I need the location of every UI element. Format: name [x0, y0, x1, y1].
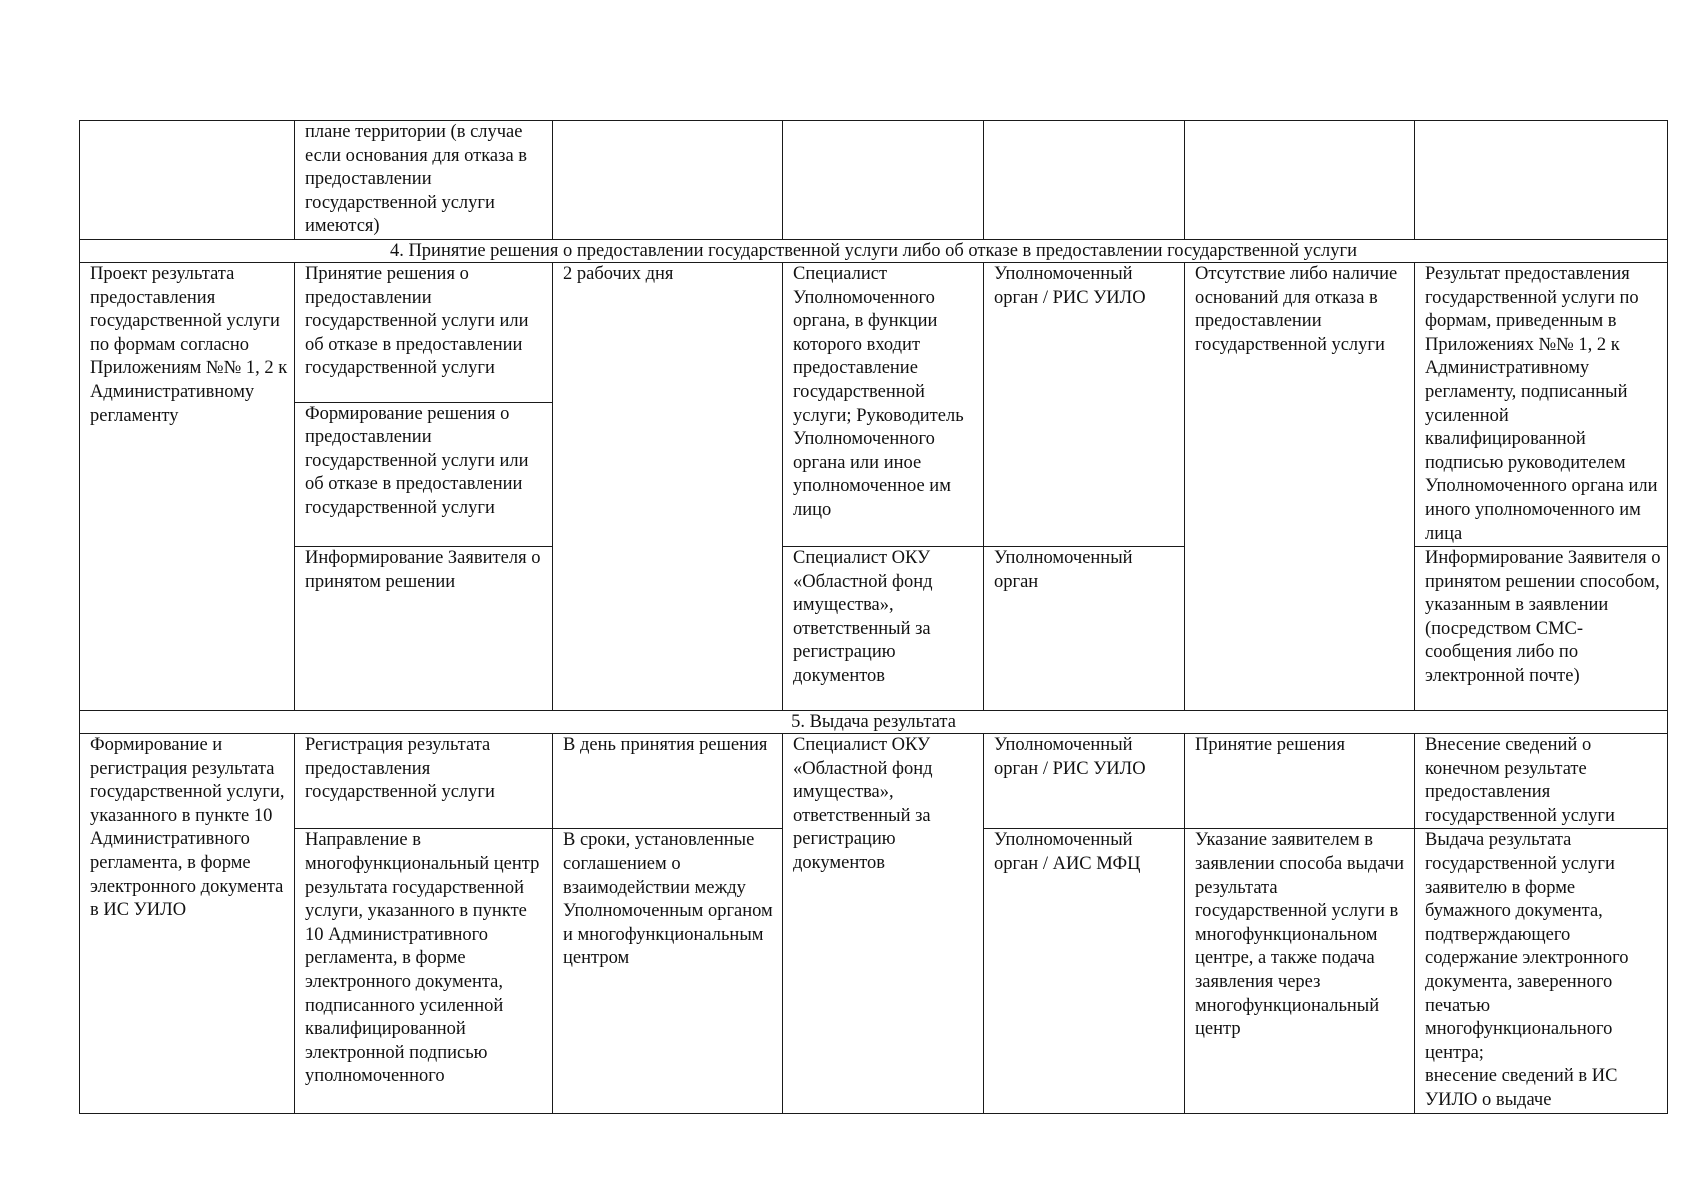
result-cell: Внесение сведений о конечном результате предоставления государственной услуги: [1415, 734, 1668, 829]
action-cell: Направление в многофункциональный центр результата государственной услуги, указанного в пункте 10 Административного регламента, в форме электронного документа, подписанного усиленной квалифицированной электронной подписью уполномоченного: [295, 829, 553, 1113]
term-cell: 2 рабочих дня: [553, 262, 783, 710]
table-cell: [984, 121, 1185, 240]
table-cell: [553, 121, 783, 240]
table-row: [80, 262, 1668, 402]
action-cell: Информирование Заявителя о принятом решении: [295, 547, 553, 711]
table-row: [80, 734, 1668, 829]
section-4-title: 4. Принятие решения о предоставлении государственной услуги либо об отказе в предоставлении государственной услуги: [80, 239, 1668, 262]
official-cell: Специалист Уполномоченного органа, в функции которого входит предоставление государственной услуги; Руководитель Уполномоченного органа или иное уполномоченное им лицо: [783, 262, 984, 546]
term-cell: В день принятия решения: [553, 734, 783, 829]
table-cell: [1415, 121, 1668, 240]
term-cell: В сроки, установленные соглашением о взаимодействии между Уполномоченным органом и многофункциональным центром: [553, 829, 783, 1113]
action-cell: Регистрация результата предоставления государственной услуги: [295, 734, 553, 829]
criteria-cell: Принятие решения: [1185, 734, 1415, 829]
result-cell: Информирование Заявителя о принятом решении способом, указанным в заявлении (посредством СМС-сообщения либо по электронной почте): [1415, 547, 1668, 711]
section-header-row: [80, 239, 1668, 262]
table-cell: плане территории (в случае если основания для отказа в предоставлении государственной услуги имеются): [295, 121, 553, 240]
place-cell: Уполномоченный орган / АИС МФЦ: [984, 829, 1185, 1113]
action-cell: Принятие решения о предоставлении государственной услуги или об отказе в предоставлении государственной услуги: [295, 262, 553, 402]
table-cell: [80, 121, 295, 240]
table-cell: [783, 121, 984, 240]
official-cell: Специалист ОКУ «Областной фонд имущества», ответственный за регистрацию документов: [783, 734, 984, 1114]
official-cell: Специалист ОКУ «Областной фонд имущества», ответственный за регистрацию документов: [783, 547, 984, 711]
action-cell: Формирование решения о предоставлении государственной услуги или об отказе в предоставлении государственной услуги: [295, 402, 553, 547]
section-header-row: [80, 711, 1668, 734]
place-cell: Уполномоченный орган / РИС УИЛО: [984, 262, 1185, 546]
procedure-table: [79, 120, 1668, 1114]
place-cell: Уполномоченный орган: [984, 547, 1185, 711]
table-row: [80, 121, 1668, 240]
section-5-title: 5. Выдача результата: [80, 711, 1668, 734]
place-cell: Уполномоченный орган / РИС УИЛО: [984, 734, 1185, 829]
criteria-cell: Указание заявителем в заявлении способа выдачи результата государственной услуги в многофункциональном центре, а также подача заявления через многофункциональный центр: [1185, 829, 1415, 1113]
basis-cell: Проект результата предоставления государственной услуги по формам согласно Приложениям №№ 1, 2 к Административному регламенту: [80, 262, 295, 710]
result-cell: Выдача результата государственной услуги заявителю в форме бумажного документа, подтверждающего содержание электронного документа, заверенного печатью многофункционального центра; внесение сведений в ИС УИЛО о выдаче: [1415, 829, 1668, 1113]
table-cell: [1185, 121, 1415, 240]
criteria-cell: Отсутствие либо наличие оснований для отказа в предоставлении государственной услуги: [1185, 262, 1415, 710]
result-cell: Результат предоставления государственной услуги по формам, приведенным в Приложениях №№ 1, 2 к Административному регламенту, подписанный усиленной квалифицированной подписью руководителем Уполномоченного органа или иного уполномоченного им лица: [1415, 262, 1668, 546]
basis-cell: Формирование и регистрация результата государственной услуги, указанного в пункте 10 Административного регламента, в форме электронного документа в ИС УИЛО: [80, 734, 295, 1114]
table-row: [80, 547, 1668, 711]
